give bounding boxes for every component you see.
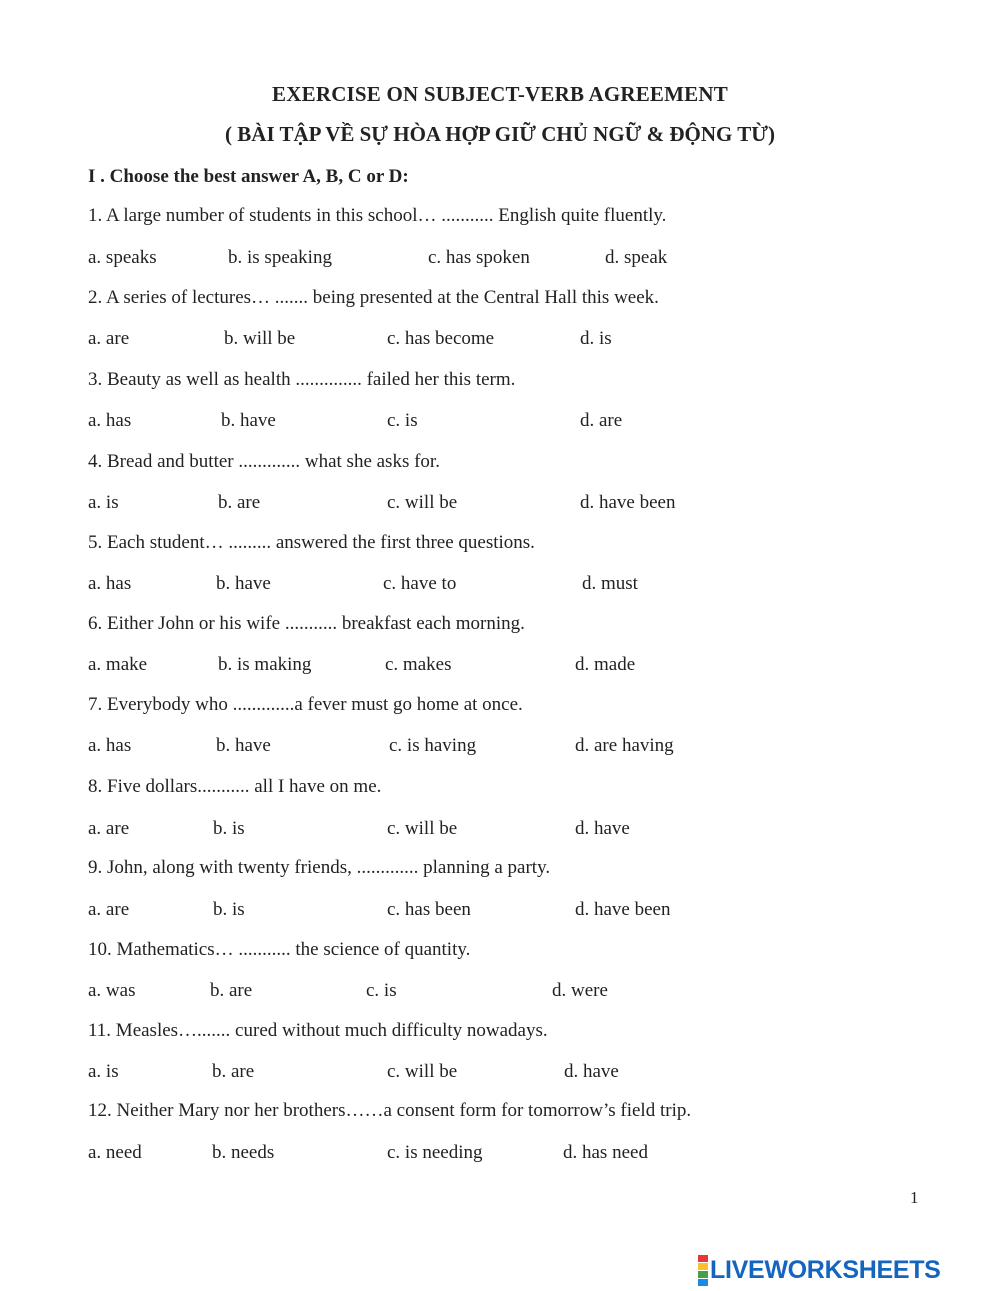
question-text: 12. Neither Mary nor her brothers……a consent form for tomorrow’s field trip.: [88, 1100, 692, 1121]
answer-option[interactable]: d. have been: [580, 492, 676, 513]
answer-option[interactable]: d. is: [580, 328, 612, 349]
question-text: 7. Everybody who .............a fever must go home at once.: [88, 694, 523, 715]
question-text: 2. A series of lectures… ....... being presented at the Central Hall this week.: [88, 287, 659, 308]
answer-option[interactable]: b. have: [216, 735, 271, 756]
answer-option[interactable]: b. are: [210, 980, 253, 1001]
page-subtitle: ( BÀI TẬP VỀ SỰ HÒA HỢP GIỮ CHỦ NGỮ & ĐỘNG TỪ): [225, 122, 775, 146]
answer-option[interactable]: d. are having: [575, 735, 674, 756]
answer-option[interactable]: b. is: [213, 818, 245, 839]
liveworksheets-logo[interactable]: [698, 1254, 941, 1286]
logo-block: [698, 1279, 708, 1286]
answer-option[interactable]: a. are: [88, 818, 130, 839]
answer-option[interactable]: a. are: [88, 328, 130, 349]
logo-text: LIVEWORKSHEETS: [710, 1255, 941, 1284]
answer-option[interactable]: c. is having: [389, 735, 477, 756]
answer-option[interactable]: c. will be: [387, 818, 458, 839]
answer-option[interactable]: b. is speaking: [228, 247, 332, 268]
answer-option[interactable]: b. have: [221, 410, 276, 431]
answer-option[interactable]: a. has: [88, 410, 132, 431]
answer-option[interactable]: d. are: [580, 410, 623, 431]
answer-option[interactable]: a. was: [88, 980, 136, 1001]
answer-option[interactable]: a. has: [88, 735, 132, 756]
answer-option[interactable]: b. will be: [224, 328, 296, 349]
page-number: 1: [910, 1188, 919, 1207]
answer-option[interactable]: b. needs: [212, 1142, 275, 1163]
question-text: 11. Measles…....... cured without much difficulty nowadays.: [88, 1020, 548, 1041]
page-title: EXERCISE ON SUBJECT-VERB AGREEMENT: [272, 82, 728, 106]
answer-option[interactable]: c. will be: [387, 1061, 458, 1082]
question-text: 4. Bread and butter ............. what she asks for.: [88, 451, 440, 472]
question-text: 1. A large number of students in this school… ........... English quite fluently.: [88, 205, 667, 226]
question-text: 6. Either John or his wife ........... breakfast each morning.: [88, 613, 525, 634]
answer-option[interactable]: c. makes: [385, 654, 452, 675]
answer-option[interactable]: b. is: [213, 899, 245, 920]
answer-option[interactable]: b. are: [218, 492, 261, 513]
answer-option[interactable]: a. is: [88, 1061, 119, 1082]
answer-option[interactable]: c. is needing: [387, 1142, 483, 1163]
answer-option[interactable]: d. speak: [605, 247, 668, 268]
answer-option[interactable]: a. speaks: [88, 247, 157, 268]
answer-option[interactable]: a. has: [88, 573, 132, 594]
question-text: 10. Mathematics… ........... the science of quantity.: [88, 939, 471, 960]
answer-option[interactable]: d. have: [575, 818, 630, 839]
answer-option[interactable]: c. is: [387, 410, 418, 431]
answer-option[interactable]: a. is: [88, 492, 119, 513]
answer-option[interactable]: b. is making: [218, 654, 312, 675]
answer-option[interactable]: c. has become: [387, 328, 495, 349]
answer-option[interactable]: d. has need: [563, 1142, 648, 1163]
question-text: 8. Five dollars........... all I have on me.: [88, 776, 382, 797]
logo-badge-icon: [698, 1255, 708, 1286]
answer-option[interactable]: d. made: [575, 654, 636, 675]
answer-option[interactable]: b. have: [216, 573, 271, 594]
section-heading: I . Choose the best answer A, B, C or D:: [88, 166, 409, 187]
answer-option[interactable]: d. were: [552, 980, 608, 1001]
logo-block: [698, 1271, 708, 1278]
logo-block: [698, 1255, 708, 1262]
answer-option[interactable]: b. are: [212, 1061, 255, 1082]
answer-option[interactable]: a. make: [88, 654, 148, 675]
logo-block: [698, 1263, 708, 1270]
answer-option[interactable]: c. is: [366, 980, 397, 1001]
answer-option[interactable]: d. have been: [575, 899, 671, 920]
answer-option[interactable]: d. have: [564, 1061, 619, 1082]
answer-option[interactable]: c. will be: [387, 492, 458, 513]
question-text: 3. Beauty as well as health .............. failed her this term.: [88, 369, 516, 390]
answer-option[interactable]: c. has spoken: [428, 247, 530, 268]
question-text: 9. John, along with twenty friends, ............. planning a party.: [88, 857, 551, 878]
answer-option[interactable]: a. need: [88, 1142, 142, 1163]
question-text: 5. Each student… ......... answered the first three questions.: [88, 532, 535, 553]
answer-option[interactable]: d. must: [582, 573, 638, 594]
answer-option[interactable]: a. are: [88, 899, 130, 920]
answer-option[interactable]: c. has been: [387, 899, 471, 920]
answer-option[interactable]: c. have to: [383, 573, 457, 594]
